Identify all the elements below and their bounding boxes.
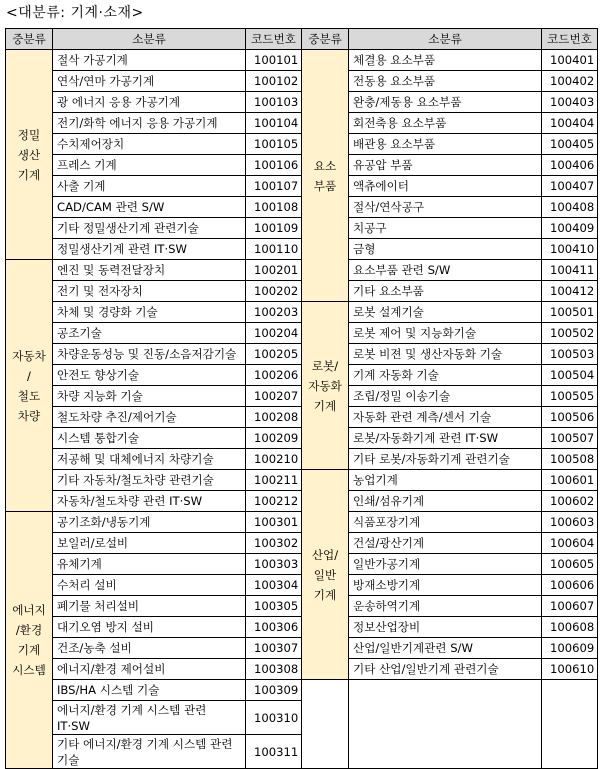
header-mid-left: 중분류 (6, 29, 53, 50)
subcategory-name: 로봇 제어 및 지능화기술 (349, 323, 542, 344)
category-label-line: 철도 (17, 388, 41, 403)
code-number: 100309 (246, 680, 302, 701)
code-number: 100108 (246, 197, 302, 218)
category-label-line: 기계 (17, 167, 41, 182)
code-number: 100308 (246, 659, 302, 680)
code-number: 100106 (246, 155, 302, 176)
subcategory-name: 기타 자동차/철도차량 관련기술 (53, 470, 246, 491)
classification-table (5, 28, 598, 769)
subcategory-name: 기타 정밀생산기계 관련기술 (53, 218, 246, 239)
code-number: 100506 (542, 407, 598, 428)
category-label-line: 기계 (313, 587, 337, 602)
table-row (6, 680, 598, 701)
subcategory-name: 수처리 설비 (53, 575, 246, 596)
table-row (6, 302, 598, 323)
code-number: 100607 (542, 596, 598, 617)
subcategory-name: 철도차량 추진/제어기술 (53, 407, 246, 428)
subcategory-name: 치공구 (349, 218, 542, 239)
subcategory-name: 시스템 통합기술 (53, 428, 246, 449)
left-category-1 (6, 50, 53, 260)
code-number: 100104 (246, 113, 302, 134)
subcategory-name: 에너지/환경 기계 시스템 관련 IT·SW (53, 701, 246, 735)
code-number: 100504 (542, 365, 598, 386)
code-number: 100109 (246, 218, 302, 239)
subcategory-name: 기계 자동화 기술 (349, 365, 542, 386)
category-label-line: 요소 (313, 158, 337, 173)
code-number: 100204 (246, 323, 302, 344)
subcategory-name: 일반가공기계 (349, 554, 542, 575)
subcategory-name: 산업/일반기계관련 S/W (349, 638, 542, 659)
code-number: 100610 (542, 659, 598, 680)
code-number: 100311 (246, 735, 302, 769)
subcategory-name: 로봇 비젼 및 생산자동화 기술 (349, 344, 542, 365)
subcategory-name: 전동용 요소부품 (349, 71, 542, 92)
subcategory-name: 프레스 기계 (53, 155, 246, 176)
category-label-line: /환경 (15, 623, 43, 637)
table-row (6, 50, 598, 71)
subcategory-name: 차체 및 경량화 기술 (53, 302, 246, 323)
subcategory-name: 공기조화/냉동기계 (53, 512, 246, 533)
left-category-3 (6, 512, 53, 769)
subcategory-name: 폐기물 처리설비 (53, 596, 246, 617)
subcategory-name: 연삭/연마 가공기계 (53, 71, 246, 92)
code-number: 100409 (542, 218, 598, 239)
code-number: 100102 (246, 71, 302, 92)
subcategory-name: 절삭 가공기계 (53, 50, 246, 71)
code-number: 100407 (542, 176, 598, 197)
code-number: 100101 (246, 50, 302, 71)
category-label-line: 로봇/ (311, 358, 339, 373)
code-number: 100205 (246, 344, 302, 365)
code-number: 100202 (246, 281, 302, 302)
code-number: 100211 (246, 470, 302, 491)
table-row (6, 470, 598, 491)
code-number: 100107 (246, 176, 302, 197)
subcategory-name: 대기오염 방지 설비 (53, 617, 246, 638)
code-number: 100502 (542, 323, 598, 344)
header-code-right: 코드번호 (542, 29, 598, 50)
empty-cell-mid (302, 680, 349, 769)
code-number: 100405 (542, 134, 598, 155)
category-label-line: 기계 (313, 398, 337, 413)
subcategory-name: 안전도 향상기술 (53, 365, 246, 386)
subcategory-name: 전기/화학 에너지 응용 가공기계 (53, 113, 246, 134)
code-number: 100207 (246, 386, 302, 407)
category-label-line: 생산 (17, 147, 41, 162)
subcategory-name: 절삭/연삭공구 (349, 197, 542, 218)
code-number: 100410 (542, 239, 598, 260)
subcategory-name: 요소부품 관련 S/W (349, 260, 542, 281)
subcategory-name: 운송하역기계 (349, 596, 542, 617)
subcategory-name: 조립/정밀 이송기술 (349, 386, 542, 407)
code-number: 100601 (542, 470, 598, 491)
code-number: 100304 (246, 575, 302, 596)
code-number: 100310 (246, 701, 302, 735)
subcategory-name: 농업기계 (349, 470, 542, 491)
subcategory-name: 건설/광산기계 (349, 533, 542, 554)
code-number: 100605 (542, 554, 598, 575)
subcategory-name: 인쇄/섬유기계 (349, 491, 542, 512)
code-number: 100103 (246, 92, 302, 113)
subcategory-name: 사출 기계 (53, 176, 246, 197)
subcategory-name: CAD/CAM 관련 S/W (53, 197, 246, 218)
subcategory-name: 정밀생산기계 관련 IT·SW (53, 239, 246, 260)
code-number: 100301 (246, 512, 302, 533)
code-number: 100105 (246, 134, 302, 155)
right-category-1 (302, 50, 349, 302)
code-number: 100209 (246, 428, 302, 449)
code-number: 100606 (542, 575, 598, 596)
category-label-line: 시스템 (12, 663, 46, 677)
code-number: 100412 (542, 281, 598, 302)
subcategory-name: 정보산업장비 (349, 617, 542, 638)
code-number: 100508 (542, 449, 598, 470)
subcategory-name: 금형 (349, 239, 542, 260)
code-number: 100604 (542, 533, 598, 554)
subcategory-name: 공조기술 (53, 323, 246, 344)
category-label-line: 자동화 (308, 378, 342, 393)
subcategory-name: 유공압 부품 (349, 155, 542, 176)
code-number: 100608 (542, 617, 598, 638)
category-label-line: 에너지 (12, 603, 46, 617)
header-sub-left: 소분류 (53, 29, 246, 50)
code-number: 100408 (542, 197, 598, 218)
header-code-left: 코드번호 (246, 29, 302, 50)
subcategory-name: 식품포장기계 (349, 512, 542, 533)
code-number: 100503 (542, 344, 598, 365)
subcategory-name: 에너지/환경 제어설비 (53, 659, 246, 680)
code-number: 100302 (246, 533, 302, 554)
subcategory-name: 기타 요소부품 (349, 281, 542, 302)
subcategory-name: 방재소방기계 (349, 575, 542, 596)
code-number: 100206 (246, 365, 302, 386)
category-label-line: 자동차 (12, 348, 46, 363)
empty-cell-code (542, 680, 598, 769)
code-number: 100401 (542, 50, 598, 71)
subcategory-name: 기타 에너지/환경 기계 시스템 관련기술 (53, 735, 246, 769)
subcategory-name: 액츄에이터 (349, 176, 542, 197)
code-number: 100110 (246, 239, 302, 260)
subcategory-name: 차량운동성능 및 진동/소음저감기술 (53, 344, 246, 365)
subcategory-name: 회전축용 요소부품 (349, 113, 542, 134)
subcategory-name: 차량 지능화 기술 (53, 386, 246, 407)
right-category-3 (302, 470, 349, 680)
subcategory-name: 엔진 및 동력전달장치 (53, 260, 246, 281)
subcategory-name: 자동차/철도차량 관련 IT·SW (53, 491, 246, 512)
code-number: 100306 (246, 617, 302, 638)
code-number: 100411 (542, 260, 598, 281)
category-label-line: 산업/ (311, 547, 339, 562)
category-label-line: 차량 (17, 408, 41, 423)
header-mid-right: 중분류 (302, 29, 349, 50)
subcategory-name: 유체기계 (53, 554, 246, 575)
subcategory-name: 전기 및 전자장치 (53, 281, 246, 302)
code-number: 100404 (542, 113, 598, 134)
code-number: 100602 (542, 491, 598, 512)
code-number: 100307 (246, 638, 302, 659)
code-number: 100203 (246, 302, 302, 323)
header-row (6, 29, 598, 50)
subcategory-name: 저공해 및 대체에너지 차량기술 (53, 449, 246, 470)
header-sub-right: 소분류 (349, 29, 542, 50)
subcategory-name: 보일러/로설비 (53, 533, 246, 554)
left-category-2 (6, 260, 53, 512)
subcategory-name: 광 에너지 응용 가공기계 (53, 92, 246, 113)
subcategory-name: 체결용 요소부품 (349, 50, 542, 71)
page-title: <대분류: 기계·소재> (6, 5, 144, 21)
subcategory-name: 기타 로봇/자동화기계 관련기술 (349, 449, 542, 470)
code-number: 100403 (542, 92, 598, 113)
subcategory-name: 기타 산업/일반기계 관련기술 (349, 659, 542, 680)
subcategory-name: 완충/제동용 요소부품 (349, 92, 542, 113)
code-number: 100208 (246, 407, 302, 428)
subcategory-name: 로봇 설계기술 (349, 302, 542, 323)
code-number: 100609 (542, 638, 598, 659)
code-number: 100501 (542, 302, 598, 323)
subcategory-name: 수치제어장치 (53, 134, 246, 155)
category-label-line: 기계 (17, 643, 41, 657)
category-label-line: 일반 (313, 567, 337, 582)
subcategory-name: 건조/농축 설비 (53, 638, 246, 659)
code-number: 100212 (246, 491, 302, 512)
subcategory-name: 로봇/자동화기계 관련 IT·SW (349, 428, 542, 449)
code-number: 100505 (542, 386, 598, 407)
code-number: 100305 (246, 596, 302, 617)
category-label-line: / (27, 368, 31, 383)
subcategory-name: 자동화 관련 계측/센서 기술 (349, 407, 542, 428)
code-number: 100210 (246, 449, 302, 470)
code-number: 100406 (542, 155, 598, 176)
category-label-line: 정밀 (17, 127, 41, 142)
code-number: 100402 (542, 71, 598, 92)
category-label-line: 부품 (313, 178, 337, 193)
subcategory-name: 배관용 요소부품 (349, 134, 542, 155)
code-number: 100507 (542, 428, 598, 449)
code-number: 100603 (542, 512, 598, 533)
code-number: 100201 (246, 260, 302, 281)
right-category-2 (302, 302, 349, 470)
code-number: 100303 (246, 554, 302, 575)
empty-cell-sub (349, 680, 542, 769)
subcategory-name: IBS/HA 시스템 기술 (53, 680, 246, 701)
